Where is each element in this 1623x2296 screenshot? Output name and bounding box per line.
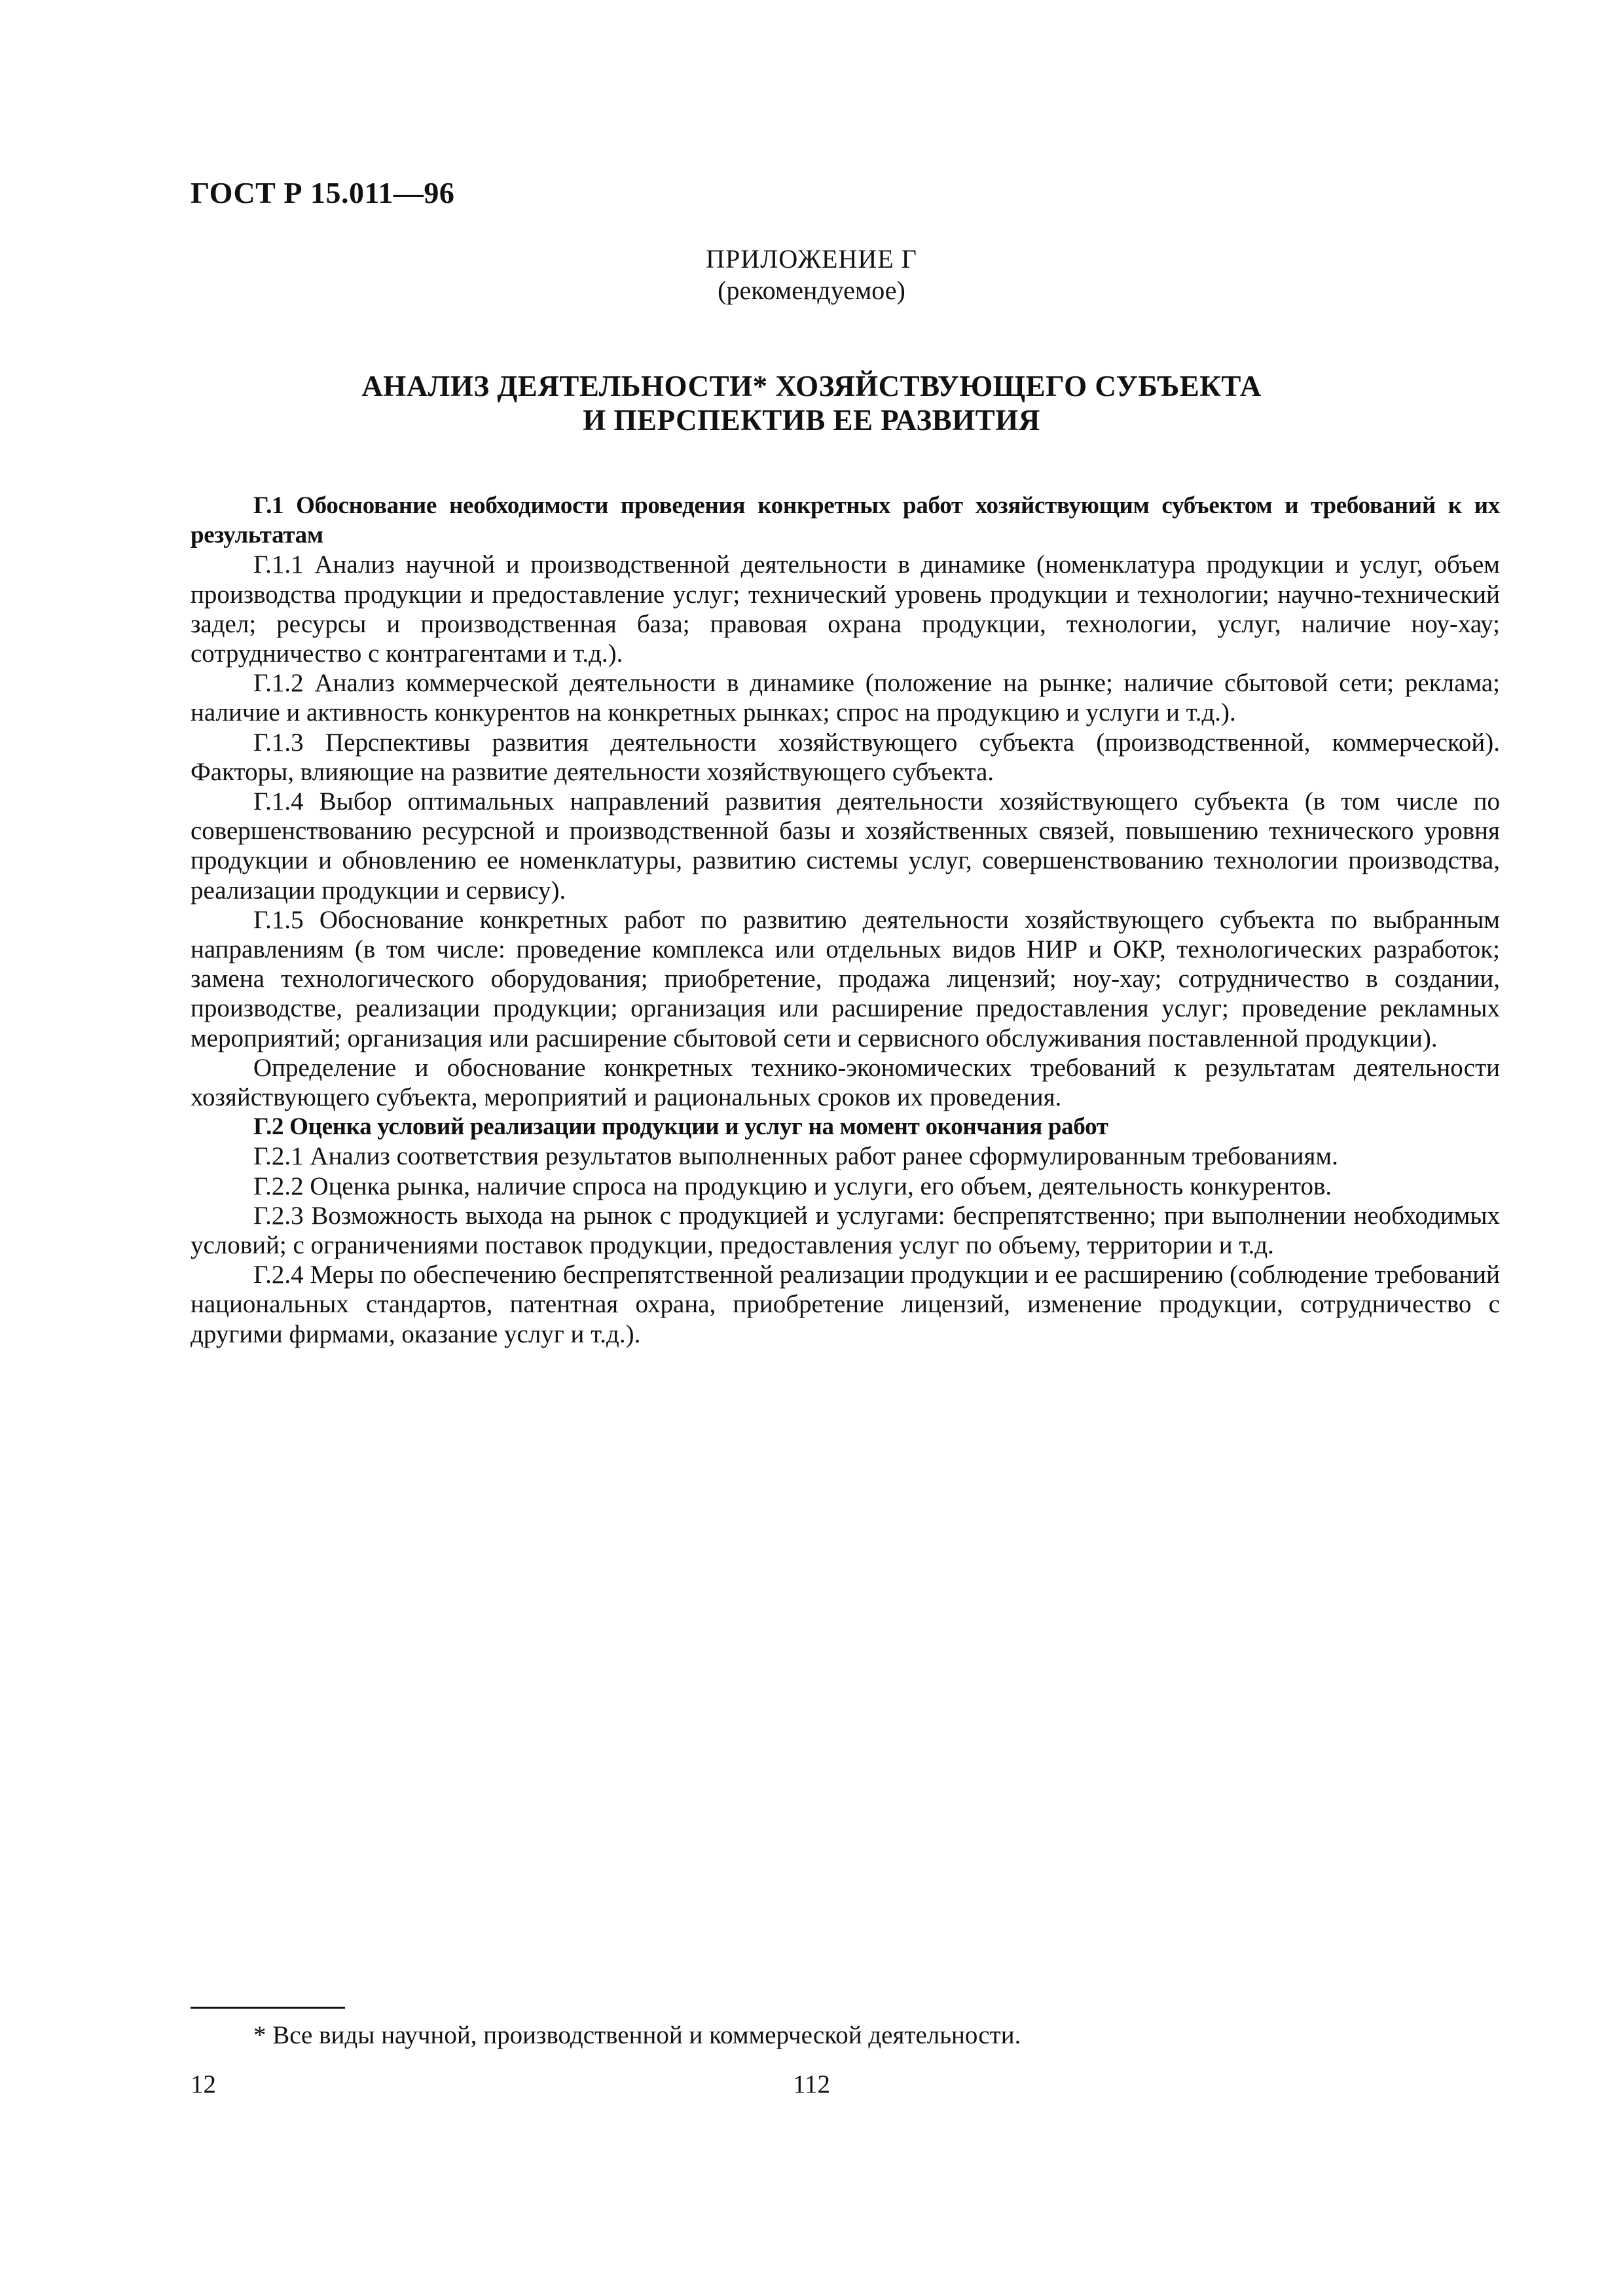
- appendix-header: [0, 243, 1623, 306]
- paragraph-g1-2: Г.1.2 Анализ коммерческой деятельности в динамике (положение на рынке; наличие сбытовой сети; реклама; наличие и активность конкурентов на конкретных рынках; спрос на продукцию и услуги и т.д.).: [191, 669, 1500, 727]
- paragraph-g2-1: Г.2.1 Анализ соответствия результатов выполненных работ ранее сформулированным требованиям.: [253, 1142, 1338, 1171]
- paragraph-g2-4: Г.2.4 Меры по обеспечению беспрепятственной реализации продукции и ее расширению (соблюдение требований национальных стандартов, патентная охрана, приобретение лицензий, изменение продукции, сотрудничество с другими фирмами, оказание услуг и т.д.).: [191, 1261, 1500, 1348]
- paragraph-g1-5: Г.1.5 Обоснование конкретных работ по развитию деятельности хозяйствующего субъекта по выбранным направлениям (в том числе: проведение комплекса или отдельных видов НИР и ОКР, технологических разработок; замена технологического оборудования; приобретение, продажа лицензий; ноу-хау; сотрудничество в создании, производстве, реализации продукции; организация или расширение предоставления услуг; проведение рекламных мероприятий; организация или расширение сбытовой сети и сервисного обслуживания поставленной продукции).: [191, 905, 1500, 1052]
- page-number-local: 12: [191, 2070, 216, 2098]
- paragraph-g1-4: Г.1.4 Выбор оптимальных направлений развития деятельности хозяйствующего субъекта (в том числе по совершенствованию ресурсной и производственной базы и хозяйственных связей, повышению технического уровня продукции и обновлению ее номенклатуры, развитию системы услуг, совершенствованию технологии производства, реализации продукции и сервису).: [191, 787, 1500, 905]
- section-heading-g1: Г.1 Обоснование необходимости проведения конкретных работ хозяйствующим субъектом и требований к их результатам: [191, 492, 1500, 549]
- title-line-2: И ПЕРСПЕКТИВ ЕЕ РАЗВИТИЯ: [583, 404, 1040, 437]
- paragraph-g1-3: Г.1.3 Перспективы развития деятельности хозяйствующего субъекта (производственной, коммерческой). Факторы, влияющие на развитие деятельности хозяйствующего субъекта.: [191, 728, 1500, 786]
- document-code: ГОСТ Р 15.011—96: [191, 176, 455, 209]
- title-line-1: АНАЛИЗ ДЕЯТЕЛЬНОСТИ* ХОЗЯЙСТВУЮЩЕГО СУБЪЕКТА: [361, 370, 1262, 403]
- appendix-status: (рекомендуемое): [718, 276, 905, 305]
- document-body: [191, 491, 1500, 1349]
- appendix-label: ПРИЛОЖЕНИЕ Г: [706, 244, 917, 274]
- paragraph-g2-2: Г.2.2 Оценка рынка, наличие спроса на продукцию и услуги, его объем, деятельность конкурентов.: [253, 1172, 1332, 1200]
- page-number-global: 112: [792, 2070, 831, 2098]
- footnote-divider: [191, 2007, 345, 2009]
- footnote: * Все виды научной, производственной и коммерческой деятельности.: [253, 2021, 1021, 2049]
- paragraph-g1-1: Г.1.1 Анализ научной и производственной деятельности в динамике (номенклатура продукции и услуг, объем производства продукции и предоставление услуг; технический уровень продукции и технологии; научно-технический задел; ресурсы и производственная база; правовая охрана продукции, технологии, услуг, наличие ноу-хау; сотрудничество с контрагентами и т.д.).: [191, 550, 1500, 668]
- paragraph-g1-definition: Определение и обоснование конкретных технико-экономических требований к результатам деятельности хозяйствующего субъекта, мероприятий и рациональных сроков их проведения.: [191, 1053, 1500, 1112]
- appendix-title: [0, 369, 1623, 437]
- paragraph-g2-3: Г.2.3 Возможность выхода на рынок с продукцией и услугами: беспрепятственно; при выполнении необходимых условий; с ограничениями поставок продукции, предоставления услуг по объему, территории и т.д.: [191, 1201, 1500, 1260]
- section-heading-g2: Г.2 Оценка условий реализации продукции и услуг на момент окончания работ: [253, 1113, 1108, 1141]
